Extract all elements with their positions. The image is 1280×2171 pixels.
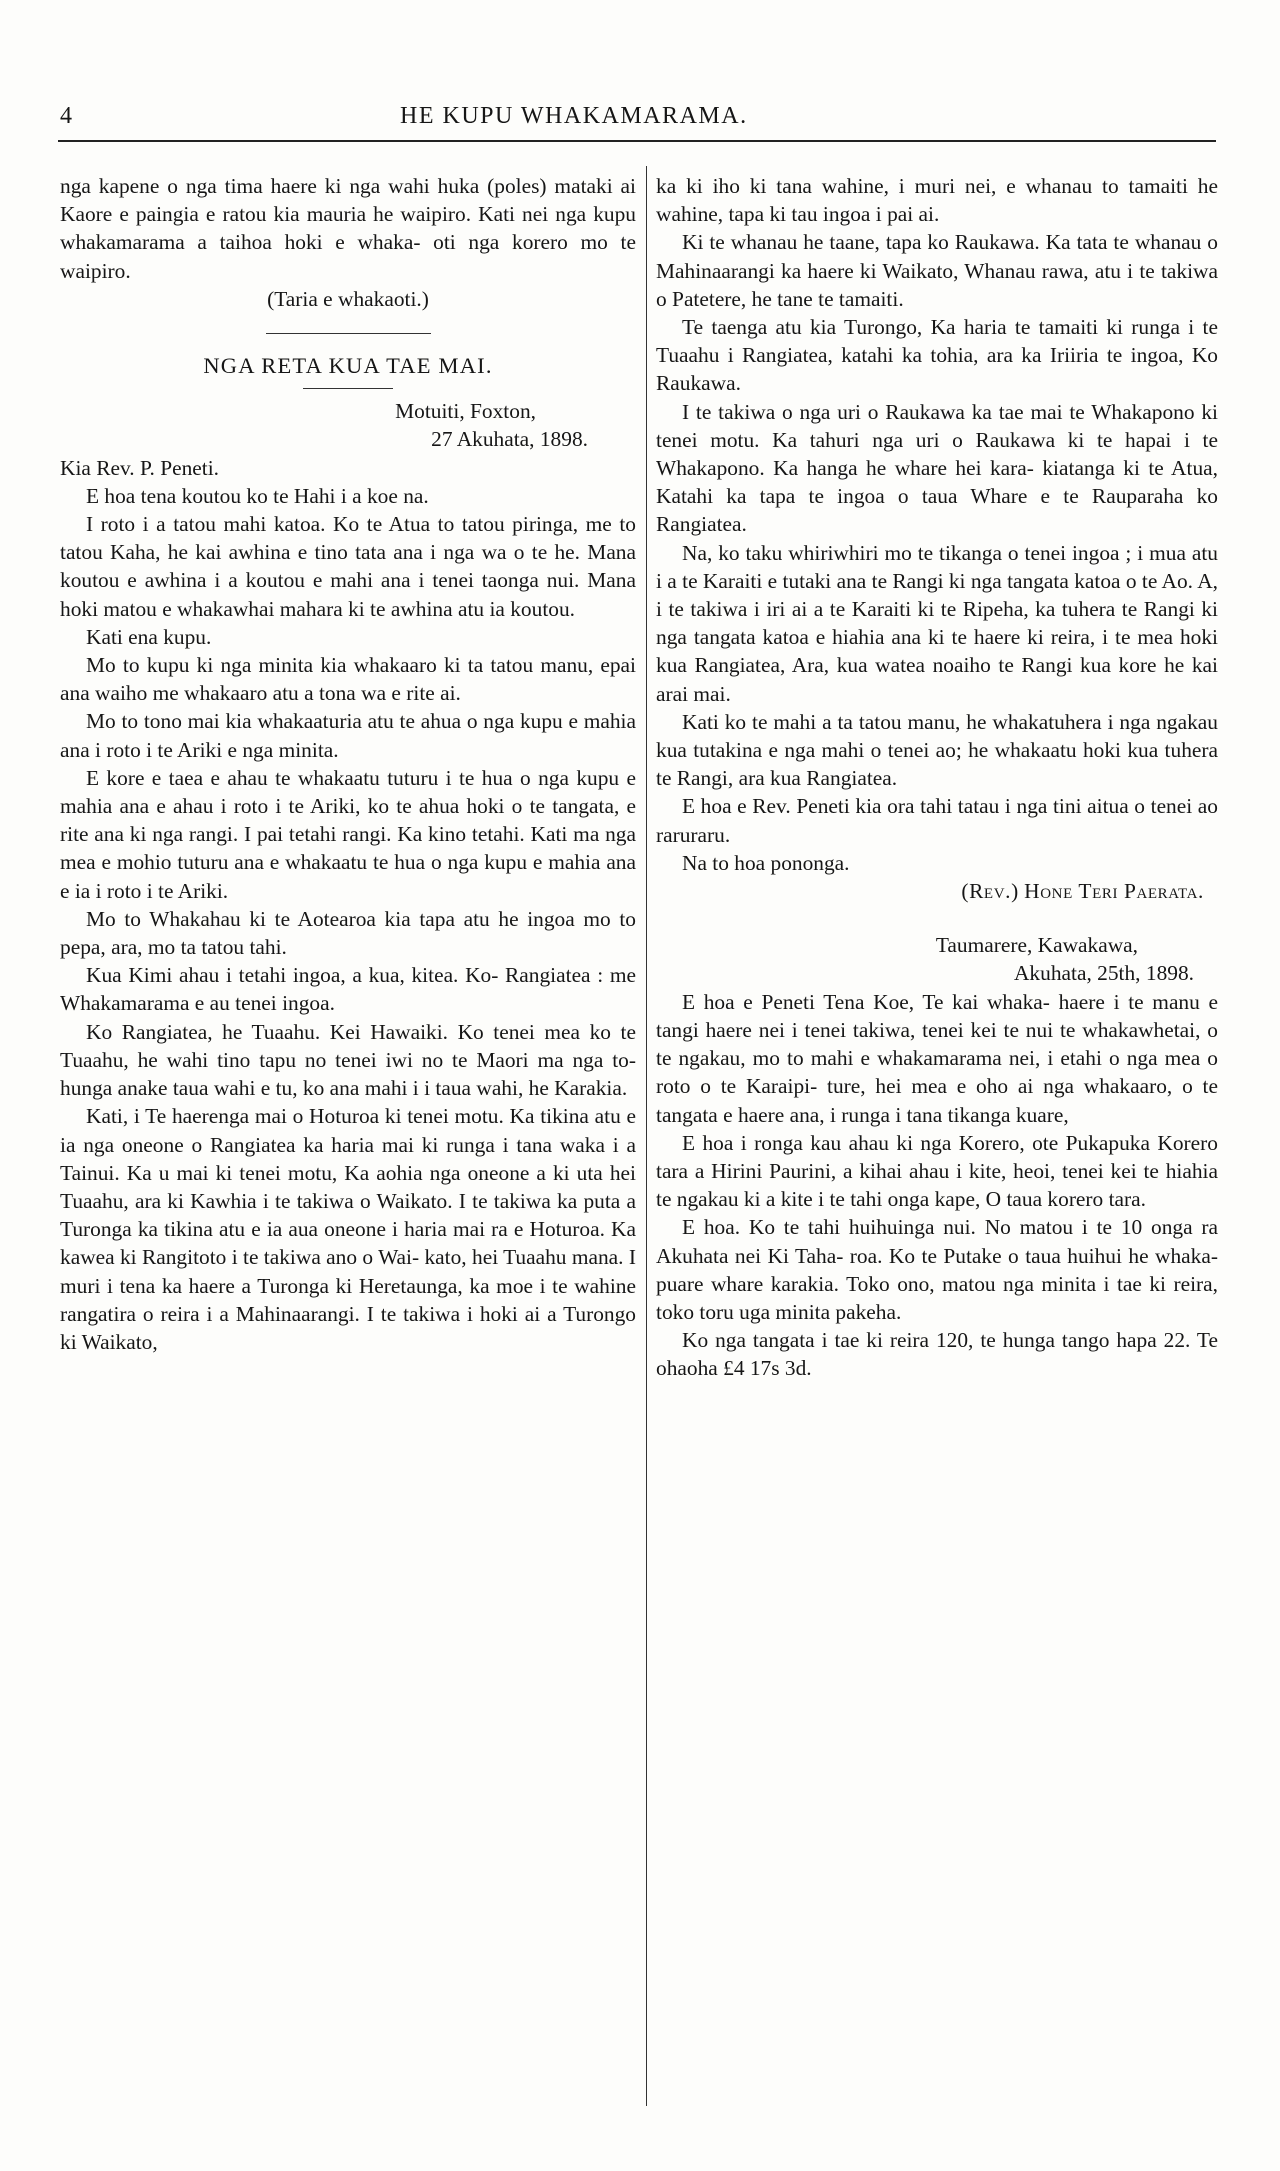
paragraph: I te takiwa o nga uri o Raukawa ka tae mai te Whakapono ki tenei motu. Ka tahuri nga uri o Raukawa ki te hapai i te Whakapono. Ka hanga he whare hei kara- kiatanga ki te Atua, Katahi ka tapa te ingoa o taua Whare e te Rauparaha ko Rangiatea. <box>656 399 1218 537</box>
letter-date: 27 Akuhata, 1898. <box>431 427 588 452</box>
paragraph: nga kapene o nga tima haere ki nga wahi huka (poles) mataki ai Kaore e paingia e ratou kia mauria he waipiro. Kati nei nga kupu whakamarama a taihoa hoki e whaka- oti nga korero mo te waipiro. <box>60 174 636 283</box>
header-rule <box>58 140 1216 142</box>
continuation-note: (Taria e whakaoti.) <box>267 286 429 311</box>
paragraph: Mo to tono mai kia whakaaturia atu te ahua o nga kupu e mahia ana i roto i te Ariki e nga minita. <box>60 709 636 762</box>
paragraph: Na to hoa pononga. <box>682 850 850 875</box>
paragraph: Na, ko taku whiriwhiri mo te tikanga o tenei ingoa ; i mua atu i a te Karaiti e tutaki ana te Rangi ki nga tangata katoa o te Ao. A, i te takiwa i iri ai a te Karaiti ki te Ripeha, ka tuhera te Rangi ki nga tangata katoa e hiahia ana ki te haere ki reira, i te mea hoki kua Rangiatea, Ara, kua watea noaiho te Rangi kua kore he kai arai mai. <box>656 540 1218 706</box>
right-column <box>656 172 1218 1383</box>
letter-date: Akuhata, 25th, 1898. <box>1013 961 1194 986</box>
letter-signature <box>656 877 1218 905</box>
paragraph: E hoa e Peneti Tena Koe, Te kai whaka- haere i te manu e tangi haere nei i tenei takiwa, tenei kei te nui te whakawhetai, o te ngakau, mo to mahi e whakamarama nei, i etahi o nga mea o roto o te Karaipi- ture, hei mea e oho ai nga whakaaro, o te tangata e haere ana, i runga i tana tikanga kuare, <box>656 989 1218 1127</box>
paragraph: Ko Rangiatea, he Tuaahu. Kei Hawaiki. Ko tenei mea ko te Tuaahu, he wahi tino tapu no tenei iwi no te Maori ma nga to- hunga anake taua wahi e tu, ko ana mahi i i taua wahi, he Karakia. <box>60 1019 636 1101</box>
paragraph: Ko nga tangata i tae ki reira 120, te hunga tango hapa 22. Te ohaoha £4 17s 3d. <box>656 1328 1218 1381</box>
paragraph: Te taenga atu kia Turongo, Ka haria te tamaiti ki runga i te Tuaahu i Rangiatea, katahi ka tohia, ara ka Iriiria te ingoa, Ko Raukawa. <box>656 315 1218 396</box>
paragraph: E hoa. Ko te tahi huihuinga nui. No matou i te 10 onga ra Akuhata nei Ki Taha- roa. Ko te Putake o taua huihui he whaka- puare whare karakia. Toko ono, matou nga minita i tae ki reira, toko toru uga minita pakeha. <box>656 1215 1218 1324</box>
paragraph: Kua Kimi ahau i tetahi ingoa, a kua, kitea. Ko- Rangiatea : me Whakamarama e au tenei ingoa. <box>60 963 636 1016</box>
paragraph: Kati ena kupu. <box>86 624 212 649</box>
paragraph: ka ki iho ki tana wahine, i muri nei, e whanau to tamaiti he wahine, tapa ki tau ingoa i pai ai. <box>656 174 1218 227</box>
letter-salutation: Kia Rev. P. Peneti. <box>60 455 220 480</box>
column-divider <box>646 166 647 2106</box>
paragraph: Ki te whanau he taane, tapa ko Raukawa. Ka tata te whanau o Mahinaarangi ka haere ki Waikato, Whanau rawa, atu i te takiwa o Patetere, he tane te tamaiti. <box>656 230 1218 311</box>
paragraph: E hoa i ronga kau ahau ki nga Korero, ote Pukapuka Korero tara a Hirini Paurini, a kihai ahau i kite, heoi, tenei kei te hiahia te ngakau ki a kite i te tahi onga kape, O taua korero tara. <box>656 1130 1218 1212</box>
signature-name: Hone Teri Paerata. <box>1024 879 1204 904</box>
paragraph: I roto i a tatou mahi katoa. Ko te Atua to tatou piringa, me to tatou Kaha, he kai awhina e tino tata ana i nga wa o te he. Mana koutou e awhina i a koutou e mahi ana i tenei taonga nui. Mana hoki matou e whakawhai mahara ki te awhina atu ia koutou. <box>60 512 636 621</box>
paragraph: Mo to Whakahau ki te Aotearoa kia tapa atu he ingoa mo to pepa, ara, mo ta tatou tahi. <box>60 906 636 960</box>
paragraph: Kati, i Te haerenga mai o Hoturoa ki tenei motu. Ka tikina atu e ia nga oneone o Rangiatea ka haria mai ki runga i tana waka i a Tainui. Ka u mai ki tenei motu, Ka aohia nga oneone a ki uta hei Tuaahu, ara ki Kawhia i te takiwa o Waikato. I te takiwa ka puta a Turonga ka tikina atu e ia aua oneone i haria mai ra e Hoturoa. Ka kawea ki Rangitoto i te takiwa ano o Wai- kato, hei Tuaahu mana. I muri i tena ka haere a Turonga ki Heretaunga, ka moe i te wahine rangatira o reira i a Mahinaarangi. I te takiwa i hoki ai a Turongo ki Waikato, <box>60 1104 636 1354</box>
paragraph: Mo to kupu ki nga minita kia whakaaro ki ta tatou manu, epai ana waiho me whakaaro atu a tona wa e rite ai. <box>60 653 636 706</box>
signature-prefix: (Rev.) <box>961 879 1019 904</box>
spacer <box>656 905 1218 931</box>
paragraph: Kati ko te mahi a ta tatou manu, he whakatuhera i nga ngakau kua tutakina e nga mahi o tenei ao; he whakaatu hoki kua tuhera te Rangi, ara kua Rangiatea. <box>656 709 1218 791</box>
page-number: 4 <box>60 103 72 129</box>
running-title: HE KUPU WHAKAMARAMA. <box>400 103 748 129</box>
paragraph: E kore e taea e ahau te whakaatu tuturu i te hua o nga kupu e mahia ana e ahau i roto i te Ariki, ko te ahua hoki o te tangata, e rite ana ki nga rangi. I pai tetahi rangi. Ka kino tetahi. Kati ma nga mea e mohio tuturu ana e whakaatu te hua o nga kupu e mahia ana e ia i roto i te Ariki. <box>60 765 636 903</box>
paragraph: E hoa tena koutou ko te Hahi i a koe na. <box>86 483 429 508</box>
heading-rule <box>303 388 393 389</box>
paragraph: E hoa e Rev. Peneti kia ora tahi tatau i nga tini aitua o tenei ao raruraru. <box>656 794 1218 847</box>
left-column <box>60 172 636 1356</box>
section-heading: NGA RETA KUA TAE MAI. <box>203 353 493 379</box>
letter-place: Taumarere, Kawakawa, <box>935 933 1138 958</box>
letter-place: Motuiti, Foxton, <box>395 399 536 424</box>
section-rule <box>266 333 431 334</box>
